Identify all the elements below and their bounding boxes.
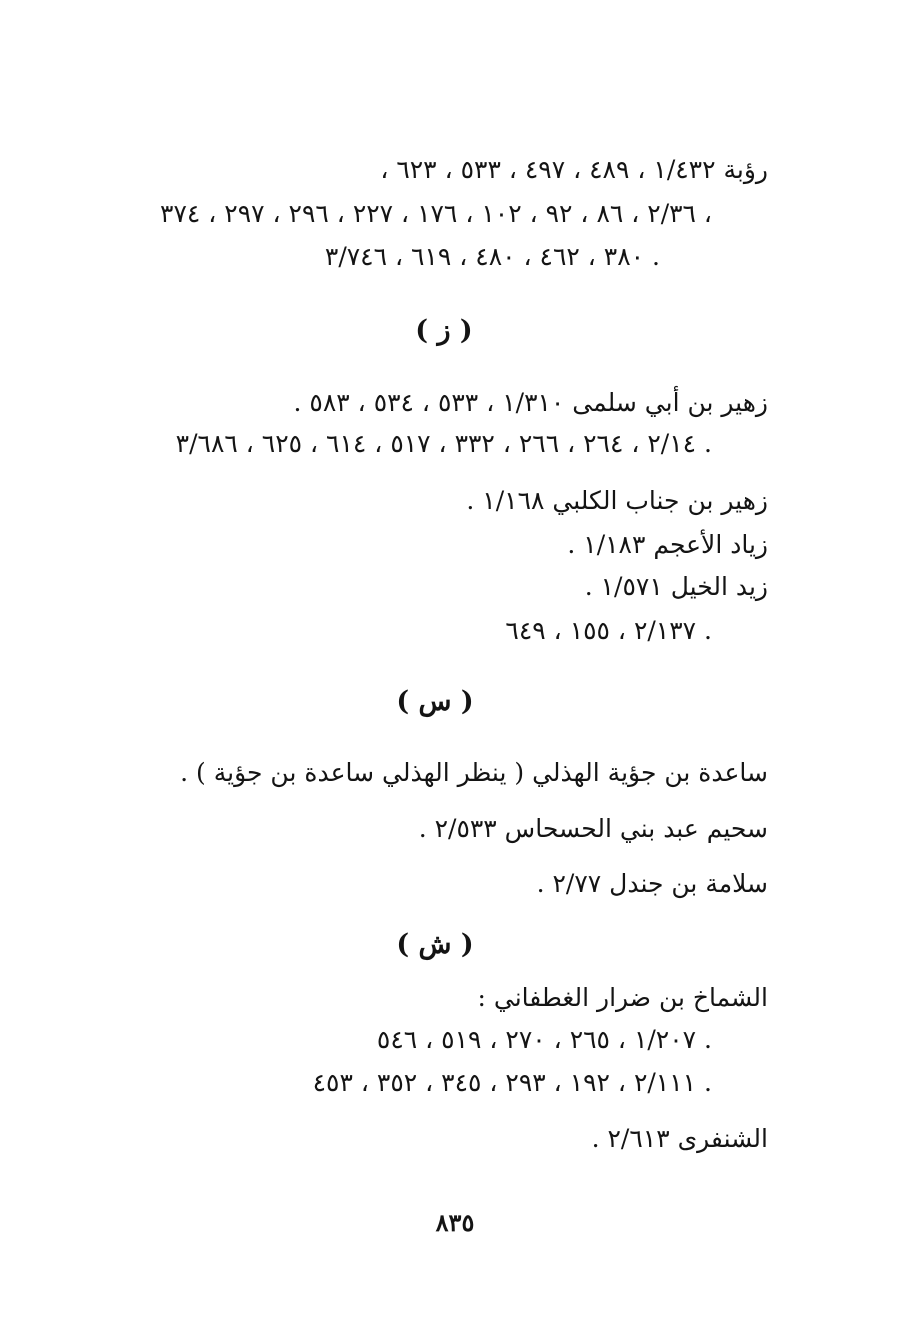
entry-suhaim: سحيم عبد بني الحسحاس ٢/٥٣٣ . (418, 814, 768, 843)
section-heading-sin: ( س ) (396, 686, 474, 717)
entry-zaid-line-2: ٢/١٣٧ ، ١٥٥ ، ٦٤٩ . (505, 616, 712, 645)
entry-shanfara: الشنفرى ٢/٦١٣ . (591, 1124, 768, 1153)
entry-zaid-line-1: زيد الخيل ١/٥٧١ . (584, 572, 768, 601)
entry-ziyad: زياد الأعجم ١/١٨٣ . (567, 530, 768, 559)
entry-ruba-line-2: ٢/٣٦ ، ٨٦ ، ٩٢ ، ١٠٢ ، ١٧٦ ، ٢٢٧ ، ٢٩٦ ، ٢٩٧ ، ٣٧٤ ، (160, 199, 712, 228)
entry-zuhair-janab: زهير بن جناب الكلبي ١/١٦٨ . (466, 486, 768, 515)
entry-shammakh-line-1: الشماخ بن ضرار الغطفاني : (477, 983, 768, 1012)
entry-ruba-line-3: ٣٨٠ ، ٤٦٢ ، ٤٨٠ ، ٦١٩ ، ٣/٧٤٦ . (324, 242, 660, 271)
page-number: ٨٣٥ (435, 1208, 475, 1237)
entry-salama: سلامة بن جندل ٢/٧٧ . (536, 869, 768, 898)
entry-zuhair-salma-line-1: زهير بن أبي سلمى ١/٣١٠ ، ٥٣٣ ، ٥٣٤ ، ٥٨٣ . (293, 388, 768, 417)
section-heading-zay: ( ز ) (415, 315, 473, 346)
entry-zuhair-salma-line-2: ٢/١٤ ، ٢٦٤ ، ٢٦٦ ، ٣٣٢ ، ٥١٧ ، ٦١٤ ، ٦٢٥ ، ٣/٦٨٦ . (175, 429, 712, 458)
entry-saida: ساعدة بن جؤية الهذلي ( ينظر الهذلي ساعدة بن جؤية ) . (180, 758, 768, 787)
entry-ruba-line-1: رؤبة ١/٤٣٢ ، ٤٨٩ ، ٤٩٧ ، ٥٣٣ ، ٦٢٣ ، (380, 155, 768, 184)
section-heading-shin: ( ش ) (396, 929, 474, 960)
entry-shammakh-line-3: ٢/١١١ ، ١٩٢ ، ٢٩٣ ، ٣٤٥ ، ٣٥٢ ، ٤٥٣ . (312, 1068, 712, 1097)
entry-shammakh-line-2: ١/٢٠٧ ، ٢٦٥ ، ٢٧٠ ، ٥١٩ ، ٥٤٦ . (376, 1025, 712, 1054)
